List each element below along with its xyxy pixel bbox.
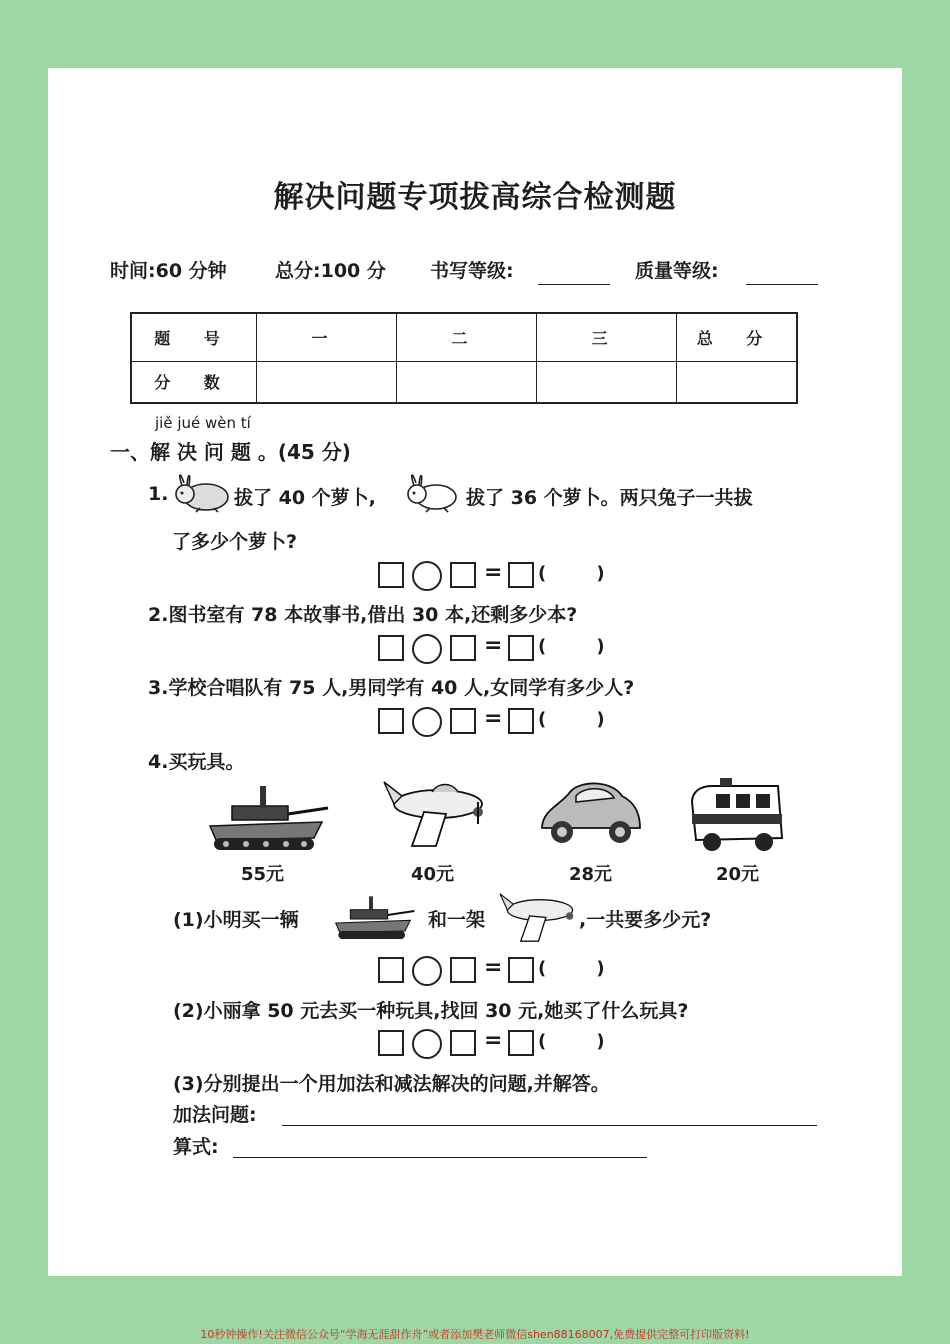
- question-1-line-2: 了多少个萝卜?: [172, 531, 298, 553]
- time-info: 时间:60 分钟: [110, 260, 227, 282]
- operator-circle[interactable]: [412, 561, 442, 591]
- score-header-cell: 一: [257, 313, 397, 361]
- airplane-icon: [497, 887, 577, 945]
- formula-answer-line[interactable]: [233, 1157, 647, 1158]
- number-box[interactable]: [378, 635, 404, 661]
- quality-grade-label: 质量等级:: [635, 260, 719, 282]
- score-cell[interactable]: [397, 361, 537, 403]
- question-2: 2.图书室有 78 本故事书,借出 30 本,还剩多少本?: [148, 604, 578, 626]
- total-score-info: 总分:100 分: [275, 260, 386, 282]
- result-box[interactable]: [508, 1030, 534, 1056]
- question-4-sub-3: (3)分别提出一个用加法和减法解决的问题,并解答。: [173, 1073, 610, 1095]
- tank-icon: [202, 778, 330, 856]
- footer-note: 10秒钟操作!关注微信公众号“学海无涯甜作舟”或者添加樊老师微信shen88168007,免费提供完整可打印版资料!: [200, 1328, 750, 1341]
- result-box[interactable]: [508, 635, 534, 661]
- bus-icon: [686, 778, 786, 856]
- question-4: 4.买玩具。: [148, 751, 245, 773]
- number-box[interactable]: [450, 708, 476, 734]
- unit-parentheses[interactable]: ( ): [538, 636, 605, 657]
- score-header-cell: 三: [537, 313, 677, 361]
- sub-1-suffix: ,一共要多少元?: [579, 909, 712, 931]
- question-1-part-b: 拔了 36 个萝卜。两只兔子一共拔: [466, 487, 753, 509]
- writing-grade-label: 书写等级:: [430, 260, 514, 282]
- score-header-cell: 二: [397, 313, 537, 361]
- toy-price: 28元: [569, 864, 613, 885]
- number-box[interactable]: [450, 957, 476, 983]
- result-box[interactable]: [508, 708, 534, 734]
- question-number: 1.: [148, 483, 169, 505]
- car-icon: [536, 782, 644, 850]
- page-title: 解决问题专项拔高综合检测题: [273, 180, 677, 215]
- rabbit-icon: [402, 471, 464, 513]
- section-heading: 一、解 决 问 题 。(45 分): [110, 440, 351, 464]
- score-header-cell: 题 号: [131, 313, 257, 361]
- equals-sign: =: [484, 1028, 503, 1053]
- score-row-label: 分 数: [131, 361, 257, 403]
- operator-circle[interactable]: [412, 956, 442, 986]
- equals-sign: =: [484, 560, 503, 585]
- number-box[interactable]: [378, 957, 404, 983]
- add-question-label: 加法问题:: [173, 1104, 257, 1126]
- equals-sign: =: [484, 633, 503, 658]
- score-table: [130, 312, 798, 404]
- score-cell[interactable]: [677, 361, 798, 403]
- sub-1-middle: 和一架: [428, 909, 486, 931]
- add-question-answer-line[interactable]: [282, 1125, 817, 1126]
- number-box[interactable]: [378, 562, 404, 588]
- section-pinyin: jiě jué wèn tí: [155, 414, 251, 432]
- writing-grade-blank[interactable]: [538, 284, 610, 285]
- number-box[interactable]: [378, 708, 404, 734]
- question-3: 3.学校合唱队有 75 人,男同学有 40 人,女同学有多少人?: [148, 677, 635, 699]
- toy-price: 20元: [716, 864, 760, 885]
- score-cell[interactable]: [537, 361, 677, 403]
- number-box[interactable]: [450, 1030, 476, 1056]
- quality-grade-blank[interactable]: [746, 284, 818, 285]
- airplane-icon: [380, 774, 488, 850]
- unit-parentheses[interactable]: ( ): [538, 958, 605, 979]
- operator-circle[interactable]: [412, 1029, 442, 1059]
- result-box[interactable]: [508, 957, 534, 983]
- toy-price: 40元: [411, 864, 455, 885]
- question-4-sub-2: (2)小丽拿 50 元去买一种玩具,找回 30 元,她买了什么玩具?: [173, 1000, 689, 1022]
- unit-parentheses[interactable]: ( ): [538, 563, 605, 584]
- operator-circle[interactable]: [412, 707, 442, 737]
- unit-parentheses[interactable]: ( ): [538, 1031, 605, 1052]
- unit-parentheses[interactable]: ( ): [538, 709, 605, 730]
- operator-circle[interactable]: [412, 634, 442, 664]
- number-box[interactable]: [450, 635, 476, 661]
- formula-label: 算式:: [173, 1136, 219, 1158]
- rabbit-icon: [170, 471, 232, 513]
- sub-1-prefix: (1)小明买一辆: [173, 909, 299, 931]
- equals-sign: =: [484, 706, 503, 731]
- number-box[interactable]: [378, 1030, 404, 1056]
- number-box[interactable]: [450, 562, 476, 588]
- equals-sign: =: [484, 955, 503, 980]
- score-cell[interactable]: [257, 361, 397, 403]
- question-1-part-a: 拔了 40 个萝卜,: [234, 487, 376, 509]
- tank-icon: [328, 891, 418, 943]
- toy-price: 55元: [241, 864, 285, 885]
- score-header-cell: 总 分: [677, 313, 798, 361]
- result-box[interactable]: [508, 562, 534, 588]
